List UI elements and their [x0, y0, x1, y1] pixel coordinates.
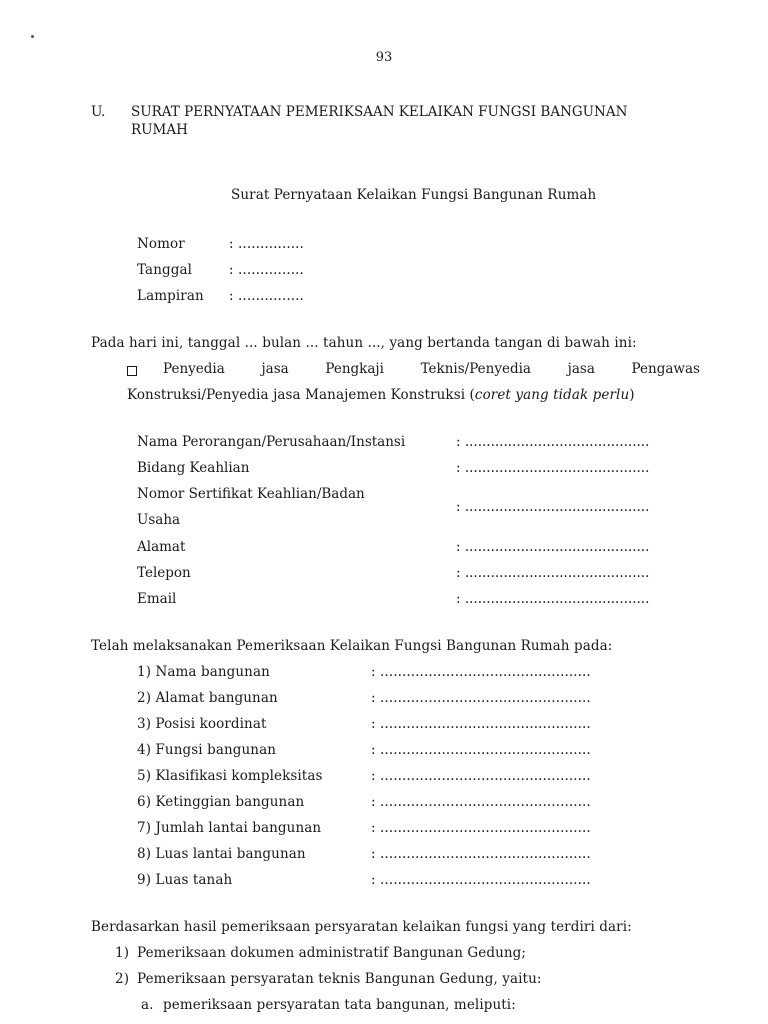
building-label: 5) Klasifikasi kompleksitas — [137, 768, 323, 784]
field-value-nomor: : ............... — [229, 236, 304, 252]
checkbox-icon — [127, 366, 137, 376]
building-label: 1) Nama bangunan — [137, 664, 270, 680]
signer-label-sertifikat-cont: Usaha — [137, 512, 181, 528]
provider-line-2-text: Konstruksi/Penyedia jasa Manajemen Konstruksi ( — [127, 387, 475, 403]
signer-value-telepon: : ........................................... — [456, 565, 650, 581]
section-title-line-1: SURAT PERNYATAAN PEMERIKSAAN KELAIKAN FUNGSI BANGUNAN — [131, 104, 628, 120]
provider-line-2-close: ) — [629, 387, 635, 403]
signer-value-bidang: : ........................................... — [456, 460, 650, 476]
signer-value-email: : ........................................... — [456, 591, 650, 607]
field-value-lampiran: : ............... — [229, 288, 304, 304]
building-label: 4) Fungsi bangunan — [137, 742, 277, 758]
signer-label-bidang: Bidang Keahlian — [137, 460, 250, 476]
signer-label-nama: Nama Perorangan/Perusahaan/Instansi — [137, 434, 406, 450]
building-value: : ................................................ — [371, 768, 591, 784]
results-item-text: Pemeriksaan dokumen administratif Bangunan Gedung; — [137, 945, 527, 961]
signer-label-telepon: Telepon — [137, 565, 191, 581]
provider-option-line-2 — [127, 387, 635, 403]
building-label: 8) Luas lantai bangunan — [137, 846, 306, 862]
field-label-lampiran: Lampiran — [137, 288, 204, 304]
provider-word: Pengkaji — [325, 361, 384, 377]
building-value: : ................................................ — [371, 690, 591, 706]
building-value: : ................................................ — [371, 664, 591, 680]
sub-item-text: pemeriksaan persyaratan tata bangunan, meliputi: — [163, 997, 516, 1013]
field-label-tanggal: Tanggal — [137, 262, 193, 278]
signer-value-nama: : ........................................... — [456, 434, 650, 450]
provider-word: jasa — [567, 361, 595, 377]
provider-word: Pengawas — [631, 361, 700, 377]
building-value: : ................................................ — [371, 846, 591, 862]
intro-paragraph: Pada hari ini, tanggal ... bulan ... tahun ..., yang bertanda tangan di bawah ini: — [91, 335, 637, 351]
scan-speck — [31, 35, 34, 38]
building-value: : ................................................ — [371, 872, 591, 888]
field-value-tanggal: : ............... — [229, 262, 304, 278]
building-value: : ................................................ — [371, 794, 591, 810]
field-label-nomor: Nomor — [137, 236, 185, 252]
building-label: 7) Jumlah lantai bangunan — [137, 820, 322, 836]
inspection-intro: Telah melaksanakan Pemeriksaan Kelaikan Fungsi Bangunan Rumah pada: — [91, 638, 613, 654]
building-value: : ................................................ — [371, 742, 591, 758]
building-value: : ................................................ — [371, 716, 591, 732]
provider-option-line-1 — [163, 361, 700, 377]
results-intro: Berdasarkan hasil pemeriksaan persyaratan kelaikan fungsi yang terdiri dari: — [91, 919, 632, 935]
provider-word: Penyedia — [163, 361, 225, 377]
results-item-number: 2) — [115, 971, 130, 987]
results-item-text: Pemeriksaan persyaratan teknis Bangunan Gedung, yaitu: — [137, 971, 542, 987]
section-title-line-2: RUMAH — [131, 122, 188, 138]
building-value: : ................................................ — [371, 820, 591, 836]
provider-line-2-italic: coret yang tidak perlu — [474, 387, 630, 403]
page-number: 93 — [375, 50, 393, 65]
provider-word: Teknis/Penyedia — [420, 361, 531, 377]
letter-title: Surat Pernyataan Kelaikan Fungsi Bangunan Rumah — [231, 187, 597, 203]
building-label: 2) Alamat bangunan — [137, 690, 278, 706]
signer-label-sertifikat: Nomor Sertifikat Keahlian/Badan — [137, 486, 365, 502]
signer-value-sertifikat: : ........................................... — [456, 499, 650, 515]
sub-item-letter: a. — [141, 997, 154, 1013]
section-letter: U. — [91, 104, 106, 120]
building-label: 6) Ketinggian bangunan — [137, 794, 305, 810]
results-item-number: 1) — [115, 945, 130, 961]
building-label: 3) Posisi koordinat — [137, 716, 267, 732]
signer-label-email: Email — [137, 591, 177, 607]
building-label: 9) Luas tanah — [137, 872, 233, 888]
provider-word: jasa — [261, 361, 289, 377]
signer-label-alamat: Alamat — [137, 539, 186, 555]
signer-value-alamat: : ........................................... — [456, 539, 650, 555]
